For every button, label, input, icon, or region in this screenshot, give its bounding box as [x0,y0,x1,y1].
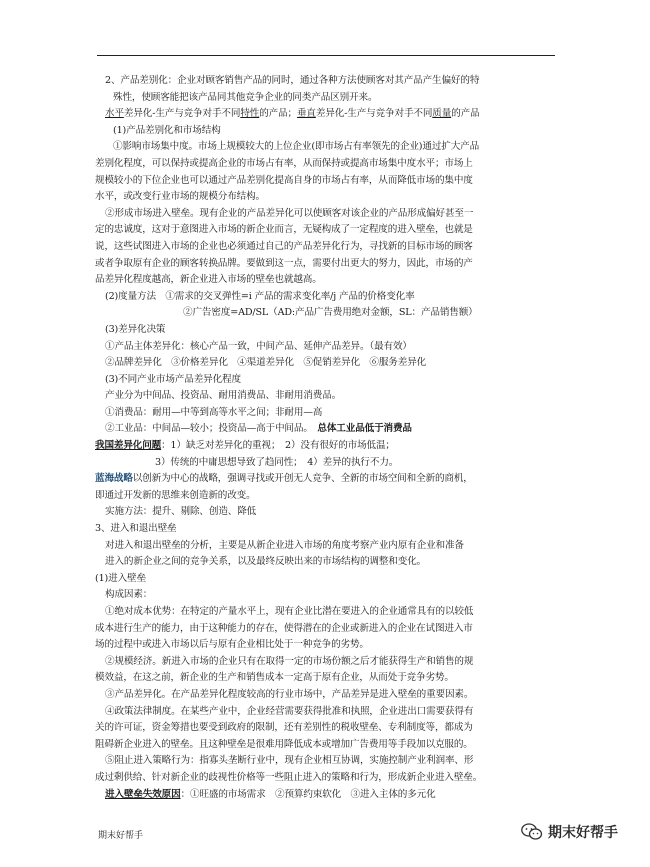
text-line: 模效益，在这之前，新企业的生产和销售成本一定高于原有企业，从而处于竞争劣势。 [95,672,454,684]
text-line: 成本进行生产的能力，由于这种能力的存在，使得潜在的企业或新进入的企业在试图进入市 [95,622,473,634]
problem-heading: 我国差异化问题 [95,440,162,452]
text-line: 关的许可证，资金筹措也要受到政府的限制，还有差别性的税收壁垒、专利制度等，都成为 [95,722,473,734]
text-line: 对进入和退出壁垒的分析，主要是从新企业进入市场的角度考察产业内原有企业和准备 [105,539,464,551]
text-line: 差别化程度，可以保持或提高企业的市场占有率，从而保持或提高市场集中度水平；市场上 [95,157,473,169]
text-line: 场的过程中或进入市场以后与原有企业相比处于一种竞争的劣势。 [95,639,369,651]
text-line: 进入壁垒失效原因：①旺盛的市场需求 ②预算约束软化 ③进入主体的多元化 [105,788,436,800]
text-line: 2、产品差别化：企业对顾客销售产品的同时，通过各种方法使顾客对其产品产生偏好的特 [105,75,480,86]
text-line: 进入的新企业之间的竞争关系，以及最终反映出来的市场结构的调整和变化。 [105,556,427,568]
text-line: ②工业品：中间品—较小；投资品—高于中间品。 总体工业品低于消费品 [105,423,412,435]
text-line: 实施方法：提升、剔除、创造、降低 [105,506,257,518]
section-heading: 3、进入和退出壁垒 [95,523,177,535]
wechat-icon [521,823,543,841]
text-line: 规模较小的下位企业也可以通过产品差别化提高自身的市场占有率，从而降低市场的集中度 [95,174,473,186]
text-line: ①产品主体差异化：核心产品一致，中间产品、延伸产品差异。（最有效） [105,340,412,352]
text-line: 殊性，使顾客能把该产品同其他竞争企业的同类产品区别开来。 [113,91,378,103]
section-heading: (1)进入壁垒 [95,572,146,584]
barrier-failure-heading: 进入壁垒失效原因 [105,788,181,800]
text-line: 说，这些试图进入市场的企业也必须通过自己的产品差异化行为，寻找新的目标市场的顾客 [95,240,473,252]
watermark-text: 期末好帮手 [548,825,618,841]
text-line: 蓝海战略以创新为中心的战略，强调寻找或开创无人竞争、全新的市场空间和全新的商机， [95,473,473,485]
footer-text: 期末好帮手 [98,831,144,841]
text-line: 品差异化程度越高，新企业进入市场的壁垒也就越高。 [95,274,322,286]
text-line: ④政策法律制度。在某些产业中，企业经营需要获得批准和执照，企业进出口需要获得有 [105,705,474,717]
blue-ocean-heading: 蓝海战略 [95,473,133,485]
document-body [95,73,558,803]
text-line: 阻碍新企业进入的壁垒。且这种壁垒是很难用降低成本或增加广告费用等手段加以克服的。 [95,738,473,750]
text-line: ②形成市场进入壁垒。现有企业的产品差异化可以使顾客对该企业的产品形成偏好甚至一 [105,207,474,219]
feature-term: 特性 [240,108,260,120]
text-line: ③产品差异化。在产品差异化程度较高的行业市场中，产品差异是进入壁垒的重要因素。 [105,688,474,700]
text-line: ②规模经济。新进入市场的企业只有在取得一定的市场份额之后才能获得生产和销售的规 [105,655,474,667]
text-line: 3）传统的中庸思想导致了趋同性； 4）差异的执行不力。 [155,456,399,468]
text-line: 即通过开发新的思维来创造新的改变。 [95,489,256,501]
text-line: ②品牌差异化 ③价格差异化 ④渠道差异化 ⑤促销差异化 ⑥服务差异化 [105,357,427,369]
text-line: ①绝对成本优势：在特定的产量水平上，现有企业比潜在要进入的企业通常具有的以较低 [105,606,474,617]
text-line: ⑤阻止进入策略行为：指寡头垄断行业中，现有企业相互协调，实施控制产业利润率、形 [105,755,474,767]
horizontal-label: 水平 [105,108,124,120]
text-line: 定的忠诚度，这对于意图进入市场的新企业而言，无疑构成了一定程度的进入壁垒，也就是 [95,224,473,236]
quality-term: 质量 [432,108,452,120]
emphasis-text: 总体工业品低于消费品 [317,423,412,435]
text-line: (2)度量方法 ①需求的交叉弹性=i 产品的需求变化率/j 产品的价格变化率 [105,290,415,302]
text-line: 产业分为中间品、投资品、耐用消费品、非耐用消费品。 [105,390,342,402]
header-rule [97,55,555,56]
vertical-label: 垂直 [296,108,316,120]
text-line: ①消费品：耐用—中等到高等水平之间；非耐用—高 [105,406,323,418]
text-line: 或者争取原有企业的顾客转换品牌。要做到这一点，需要付出更大的努力，因此，市场的产 [95,257,473,269]
section-heading: (3)差异化决策 [105,323,166,335]
watermark [521,822,618,842]
text-line: ②广告密度=AD/SL（AD:产品广告费用绝对金额，SL：产品销售额） [183,307,478,319]
text-line: 水平，或改变行业市场的规模分布结构。 [95,191,265,203]
text-line: 我国差异化问题：1）缺乏对差异化的重视； 2）没有很好的市场低温； [95,440,395,452]
section-heading: (1)产品差别化和市场结构 [113,124,221,136]
section-heading: (3)不同产业市场产品差异化程度 [105,373,241,385]
text-line: 水平差异化-生产与竞争对手不同特性的产品；垂直差异化-生产与竞争对手不同质量的产品 [105,108,480,120]
text-line: ①影响市场集中度。市场上规模较大的上位企业(即市场占有率领先的企业)通过扩大产品 [113,141,480,153]
text-line: 成过剩供给、针对新企业的歧视性价格等一些阻止进入的策略和行为，形成新企业进入壁垒。 [95,771,483,783]
text-line: 构成因素： [105,589,153,601]
